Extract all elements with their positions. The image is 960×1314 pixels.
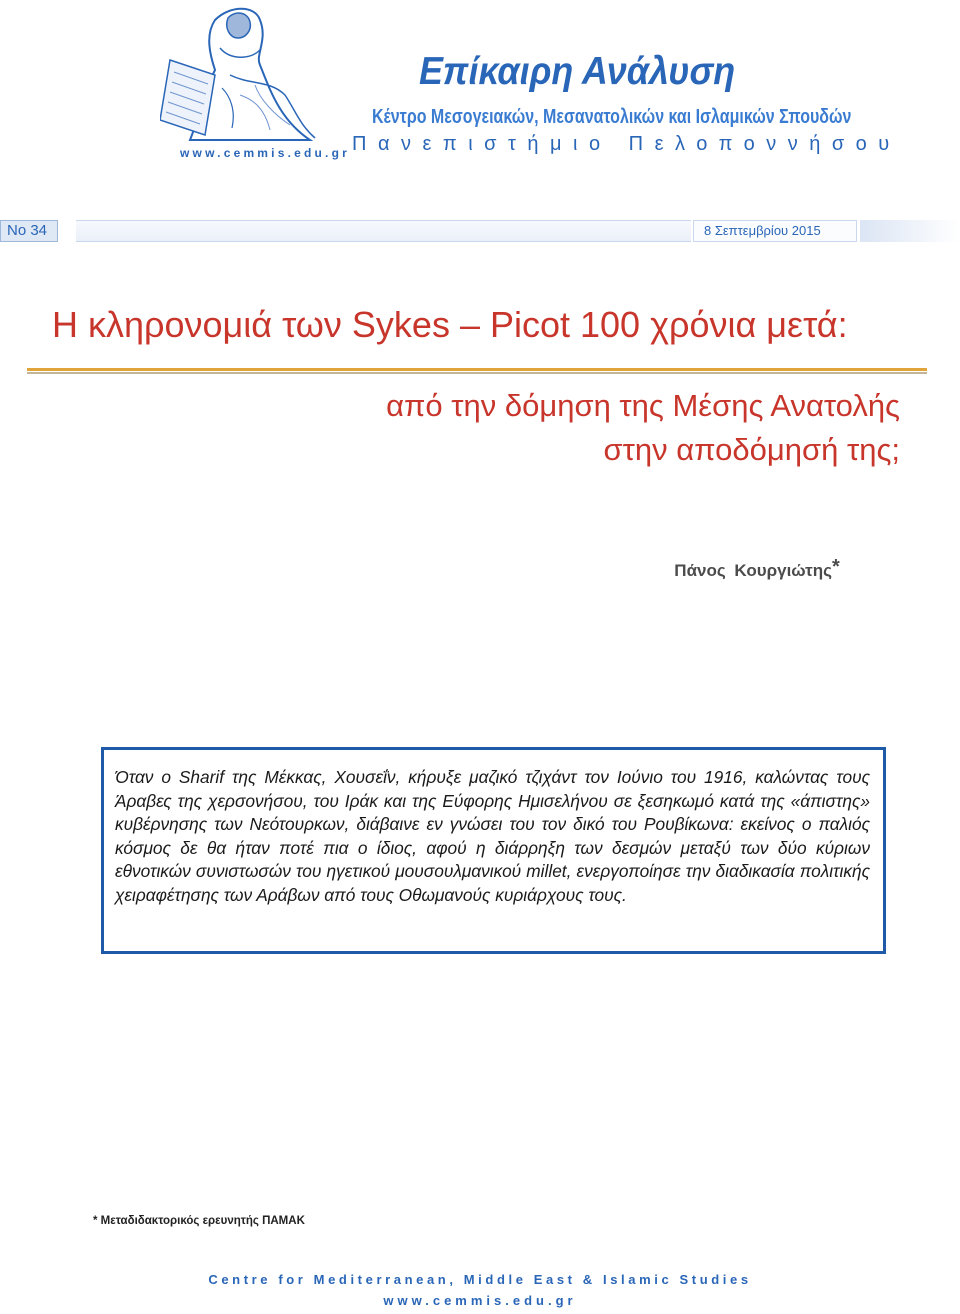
logo-url[interactable]: www.cemmis.edu.gr (180, 146, 350, 160)
scholar-logo-icon (160, 0, 335, 150)
footnote: * Μεταδιδακτορικός ερευνητής ΠΑΜΑΚ (93, 1215, 305, 1227)
center-name: Κέντρο Μεσογειακών, Μεσανατολικών και Ισλαμικών Σπουδών (372, 106, 852, 128)
article-title: Η κληρονομιά των Sykes – Picot 100 χρόνια μετά: (52, 304, 848, 345)
issue-number: No 34 (0, 220, 58, 242)
abstract-text: Όταν ο Sharif της Μέκκας, Χουσεΐν, κήρυξε μαζικό τζιχάντ τον Ιούνιο του 1916, καλώντας τους Άραβες της χερσονήσου, του Ιράκ και της Εύφορης Ημισελήνου σε ξεσηκωμό κατά της «άπιστης» κυβέρνησης των Νεότουρκων, διάβαινε εν γνώσει του τον δικό του Ρουβίκωνα: εκείνος ο παλιός κόσμος δε θα ήταν ποτέ πια ο ίδιος, αφού η διάρρηξη των δεσμών μεταξύ των δύο κύριων εθνοτικών συνιστωσών του ηγετικού μουσουλμανικού millet, ενεργοποίησε την διαδικασία πολιτικής χειραφέτησης των Αράβων από τους Οθωμανούς κυριάρχους τους. (115, 767, 870, 905)
issue-date: 8 Σεπτεμβρίου 2015 (693, 220, 857, 242)
subtitle-line-2: στην αποδόμησή της; (603, 432, 900, 467)
publication-title: Επίκαιρη Ανάλυση (419, 50, 736, 93)
issue-bar (76, 220, 691, 242)
abstract-box (101, 747, 886, 954)
author-name: Πάνος Κουργιώτης (674, 561, 832, 580)
footer-url[interactable]: www.cemmis.edu.gr (383, 1293, 577, 1308)
author-footnote-mark: * (832, 556, 840, 578)
university-name: Πανεπιστήμιο Πελοποννήσου (352, 133, 901, 155)
issue-bar-edge (860, 220, 960, 242)
title-divider-shadow (27, 372, 927, 374)
title-divider (27, 368, 927, 371)
footer-center-name: Centre for Mediterranean, Middle East & Islamic Studies (208, 1272, 752, 1287)
article-subtitle (386, 384, 900, 472)
subtitle-line-1: από την δόμηση της Μέσης Ανατολής (386, 388, 900, 423)
